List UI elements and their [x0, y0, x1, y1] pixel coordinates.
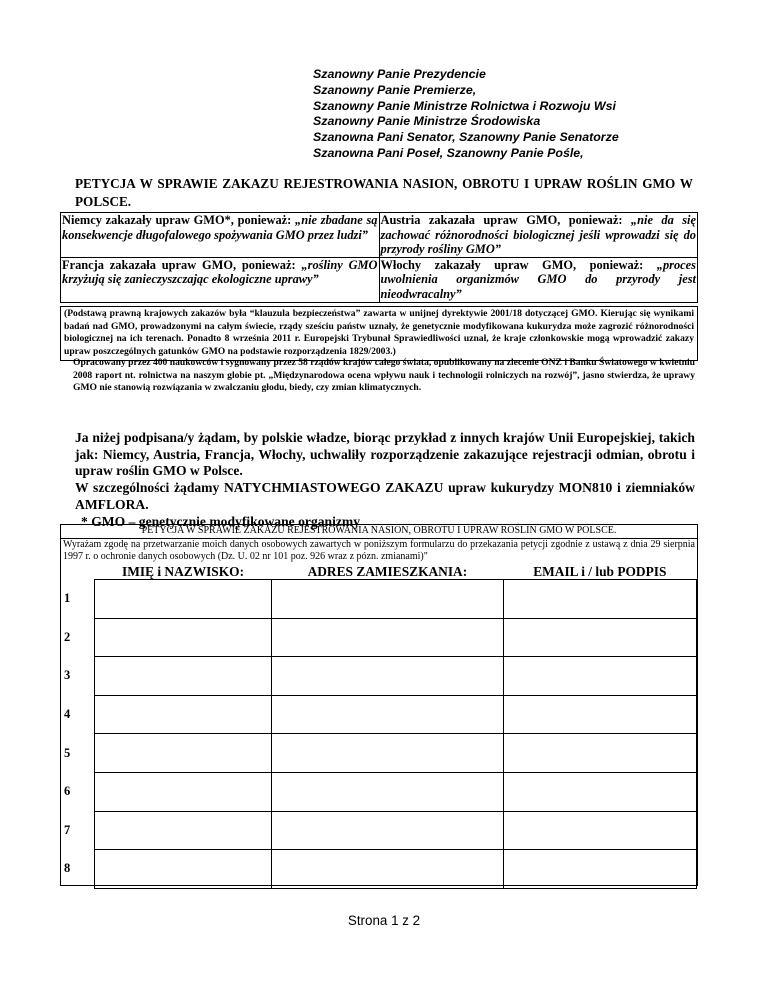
reason-quote: „nie da się zachować różnorodności biologicznej jeśli wprowadzi się do przyrody rośliny GMO”: [380, 213, 696, 257]
address-cell[interactable]: [272, 850, 504, 889]
row-number: 3: [64, 668, 71, 683]
report-paragraph: Opracowany przez 400 naukowców i sygnowany przez 58 rządów krajów całego świata, opublikowany na zlecenie ONZ i Banku Światowego w kwietniu 2008 raport nt. rolnictwa na naszym globie pt. „Międzynarodowa ocena wpływu nauk i technologii rolniczych na rozwój”, jasno stwierdza, że uprawy GMO nie stanowią rozwiązania w zwalczaniu głodu, biedy, czy zmian klimatycznych.: [73, 357, 695, 394]
row-number-header: [61, 565, 95, 580]
greeting-line: Szanowny Panie Prezydencie: [313, 67, 486, 81]
row-number: 1: [64, 591, 71, 606]
table-row: [61, 580, 697, 619]
address-cell[interactable]: [272, 618, 504, 657]
reason-germany: [61, 213, 380, 258]
reason-italy: [379, 257, 698, 302]
email-signature-cell[interactable]: [503, 695, 696, 734]
row-number: 8: [64, 861, 71, 876]
reason-quote: „nie zbadane są konsekwencje długofalowego spożywania GMO przez ludzi”: [62, 213, 378, 242]
email-signature-cell[interactable]: [503, 734, 696, 773]
address-cell[interactable]: [272, 734, 504, 773]
address-cell[interactable]: [272, 811, 504, 850]
signature-table: [61, 565, 697, 889]
table-row: [61, 657, 697, 696]
demand-specific: W szczególności żądamy NATYCHMIASTOWEGO ZAKAZU upraw kukurydzy MON810 i ziemniaków AMFLORA.: [75, 480, 695, 512]
address-cell[interactable]: [272, 657, 504, 696]
address-cell[interactable]: [272, 580, 504, 619]
email-signature-cell[interactable]: [503, 811, 696, 850]
name-cell[interactable]: [95, 618, 272, 657]
greeting-line: Szanowny Panie Ministrze Środowiska: [313, 114, 541, 129]
row-number: 5: [64, 745, 71, 760]
address-cell[interactable]: [272, 695, 504, 734]
signature-form: [60, 524, 698, 886]
reason-lead: Austria zakazała upraw GMO, ponieważ:: [380, 213, 631, 227]
column-header-address: ADRES ZAMIESZKANIA:: [307, 564, 468, 579]
table-row: [61, 695, 697, 734]
reason-quote: „rośliny GMO krzyżują się zanieczyszczając ekologiczne uprawy”: [62, 257, 378, 287]
form-header: [61, 525, 697, 564]
reason-quote: „proces uwolnienia organizmów GMO do przyrody jest nieodwracalny”: [380, 257, 696, 301]
greeting-line: Szanowny Panie Premierze,: [313, 82, 477, 97]
greeting-line: Szanowna Pani Senator, Szanowny Panie Senatorze: [313, 130, 619, 145]
reason-austria: [379, 213, 698, 258]
petition-title: PETYCJA W SPRAWIE ZAKAZU REJESTROWANIA NASION, OBROTU I UPRAW ROŚLIN GMO W POLSCE.: [75, 176, 693, 209]
email-signature-cell[interactable]: [503, 657, 696, 696]
name-cell[interactable]: [95, 695, 272, 734]
greetings-block: [313, 67, 619, 162]
greeting-line: Szanowna Pani Poseł, Szanowny Panie Pośle,: [313, 145, 584, 160]
table-row: [61, 811, 697, 850]
gmo-footnote: * GMO – genetycznie modyfikowane organizmy: [81, 513, 361, 529]
email-signature-cell[interactable]: [503, 850, 696, 889]
name-cell[interactable]: [95, 850, 272, 889]
name-cell[interactable]: [95, 657, 272, 696]
row-number: 2: [64, 629, 71, 644]
name-cell[interactable]: [95, 811, 272, 850]
reason-lead: Niemcy zakazały upraw GMO*, ponieważ:: [62, 213, 295, 227]
column-header-name: IMIĘ i NAZWISKO:: [122, 564, 245, 579]
country-reasons-table: [60, 212, 698, 303]
demand-block: [75, 430, 695, 530]
table-row: [61, 734, 697, 773]
table-row: [61, 850, 697, 889]
email-signature-cell[interactable]: [503, 580, 696, 619]
name-cell[interactable]: [95, 734, 272, 773]
row-number: 6: [64, 784, 71, 799]
reason-france: [61, 257, 380, 302]
form-title: PETYCJA W SPRAWIE ZAKAZU REJESTROWANIA NASION, OBROTU I UPRAW ROŚLIN GMO W POLSCE.: [61, 525, 697, 539]
page-footer: Strona 1 z 2: [347, 913, 421, 928]
email-signature-cell[interactable]: [503, 618, 696, 657]
consent-text: Wyrażam zgodę na przetwarzanie moich danych osobowych zawartych w poniższym formularzu do przekazania petycji zgodnie z ustawą z dnia 29 sierpnia 1997 r. o ochronie danych osobowych (Dz. U. 02 nr 101 poz. 926 wraz z pózn. zmianami)": [63, 538, 695, 562]
name-cell[interactable]: [95, 580, 272, 619]
email-signature-cell[interactable]: [503, 772, 696, 811]
legal-basis-box: (Podstawą prawną krajowych zakazów była “klauzula bezpieczeństwa” zawarta w unijnej dyrektywie 2001/18 dotyczącej GMO. Kierując się wynikami badań nad GMO, prowadzonymi na całym świecie, rządy sześciu państw uznały, że genetycznie modyfikowana kukurydza może zagrozić różnorodności biologicznej na ich terenach. Ponadto 8 września 2011 r. Europejski Trybunał Sprawiedliwości uznał, że kraje członkowskie mogą wprowadzić zakazy upraw poszczególnych gatunków GMO na podstawie rozporządzenia 1829/2003.): [60, 306, 698, 361]
name-cell[interactable]: [95, 772, 272, 811]
reason-lead: Włochy zakazały upraw GMO, ponieważ:: [380, 257, 657, 272]
table-row: [61, 772, 697, 811]
row-number: 7: [64, 822, 71, 837]
address-cell[interactable]: [272, 772, 504, 811]
demand-main: Ja niżej podpisana/y żądam, by polskie władze, biorąc przykład z innych krajów Unii Europejskiej, takich jak: Niemcy, Austria, Francja, Włochy, uchwaliły rozporządzenie zakazujące rejestracji odmian, obrotu i upraw roślin GMO w Polsce.: [75, 430, 695, 479]
greeting-line: Szanowny Panie Ministrze Rolnictwa i Rozwoju Wsi: [313, 98, 616, 113]
row-number: 4: [64, 707, 71, 722]
reason-lead: Francja zakazała upraw GMO, ponieważ:: [62, 257, 302, 272]
column-header-email: EMAIL i / lub PODPIS: [533, 564, 667, 579]
table-row: [61, 618, 697, 657]
